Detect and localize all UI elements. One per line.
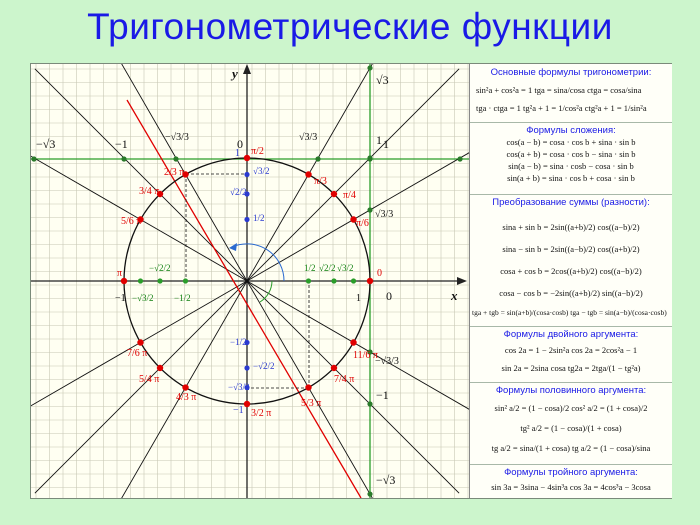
- cosine-value-point: [331, 278, 336, 283]
- cosine-value-point: [157, 278, 162, 283]
- formula-line: sin² a/2 = (1 − cosa)/2 cos² a/2 = (1 + cosa)/2: [494, 403, 648, 413]
- section-addition: [470, 122, 672, 195]
- tan-label-m-sqrt3-3: −√3/3: [375, 356, 399, 367]
- cosine-value-point: [183, 278, 188, 283]
- angle-label: 3/2 π: [251, 408, 272, 419]
- tan-label-m-sqrt3: −√3: [376, 473, 396, 487]
- formula-line: sina − sin b = 2sin((a−b)/2) cos((a+b)/2): [502, 244, 640, 254]
- section-transform: [470, 194, 672, 327]
- formula-line: tga · ctga = 1 tg²a + 1 = 1/cos²a ctg²a + 1 = 1/sin²a: [476, 103, 647, 113]
- cotangent-value-point: [31, 156, 36, 161]
- angle-label: 3/4 π: [139, 186, 160, 197]
- cotangent-value-point: [457, 156, 462, 161]
- formula-line: sin 2a = 2sina cosa tg2a = 2tga/(1 − tg²a): [501, 363, 641, 373]
- formula-line: tga + tgb = sin(a+b)/(cosa·cosb) tga − tgb = sin(a−b)/(cosa·cosb): [472, 308, 667, 317]
- formula-line: cosa − cos b = −2sin((a+b)/2) sin((a−b)/2): [499, 288, 643, 298]
- cotangent-value-point: [367, 156, 372, 161]
- cot-label-m-one: −1: [115, 137, 128, 151]
- labels: [36, 73, 399, 487]
- cos-label-sqrt2-2: √2/2: [319, 263, 336, 273]
- angle-label: π/6: [356, 218, 369, 229]
- sin-label-m-half: −1/2: [230, 337, 247, 347]
- cosine-value-point: [306, 278, 311, 283]
- formula-line: cos(a − b) = cosa · cos b + sina · sin b: [506, 137, 636, 147]
- angle-point: [305, 384, 311, 390]
- section-title: Основные формулы тригонометрии:: [490, 67, 652, 78]
- angle-label: π: [117, 268, 123, 279]
- cos-label-m-one: −1: [115, 293, 126, 304]
- unit-circle-diagram: [31, 64, 469, 498]
- x-axis-label: x: [451, 288, 458, 303]
- angle-label: 0: [377, 268, 382, 279]
- sin-label-m-sqrt2-2: −√2/2: [253, 361, 275, 371]
- angle-label: 4/3 π: [176, 392, 197, 403]
- sine-value-point: [244, 365, 249, 370]
- angle-point: [244, 155, 250, 161]
- formula-line: cos 2a = 1 − 2sin²a cos 2a = 2cos²a − 1: [504, 345, 638, 355]
- sin-label-half: 1/2: [253, 213, 265, 223]
- sine-value-point: [244, 217, 249, 222]
- formula-line: tg a/2 = sina/(1 + cosa) tg a/2 = (1 − cosa)/sina: [491, 443, 651, 453]
- section-triple: [470, 464, 672, 498]
- cotangent-value-point: [121, 156, 126, 161]
- cot-label-sqrt3-3: √3/3: [299, 132, 318, 143]
- formulas-panel: [469, 64, 672, 498]
- tangent-value-point: [367, 491, 372, 496]
- tan-label-sqrt3-3: √3/3: [375, 209, 394, 220]
- angle-point: [331, 191, 337, 197]
- angle-point: [182, 384, 188, 390]
- tan-label-sqrt3: √3: [376, 73, 389, 87]
- sin-label-one: 1: [235, 148, 240, 159]
- cosine-value-point: [138, 278, 143, 283]
- angle-label: 7/6 π: [127, 348, 148, 359]
- formula-line: sin(a − b) = sina · cosb − cosa · sin b: [508, 161, 634, 171]
- sine-value-point: [244, 172, 249, 177]
- content-panel: [30, 63, 672, 499]
- section-title: Формулы сложения:: [526, 125, 616, 136]
- cot-label-zero: 0: [237, 137, 243, 151]
- section-title: Формулы двойного аргумента:: [503, 329, 639, 340]
- cos-label-m-half: −1/2: [174, 293, 191, 303]
- section-title: Преобразование суммы (разности):: [492, 197, 650, 208]
- angle-point: [350, 339, 356, 345]
- tan-label-one: 1: [376, 133, 382, 147]
- angle-label: 2/3 π: [164, 167, 185, 178]
- angle-label: π/2: [251, 146, 264, 157]
- formula-line: sin²a + cos²a = 1 tga = sina/cosa ctga = cosa/sina: [476, 85, 642, 95]
- angle-label: 11/6 π: [353, 350, 378, 361]
- angle-label: π/3: [314, 176, 327, 187]
- angle-label: 5/4 π: [139, 374, 160, 385]
- sin-label-m-one: −1: [233, 405, 244, 416]
- formula-line: cosa + cos b = 2cos((a+b)/2) cos((a−b)/2): [500, 266, 642, 276]
- cot-label-one: 1: [383, 137, 389, 151]
- cosine-value-point: [351, 278, 356, 283]
- section-half: [470, 382, 672, 465]
- formula-line: sin 3a = 3sina − 4sin³a cos 3a = 4cos³a − 3cosa: [491, 482, 651, 492]
- formula-line: cos(a + b) = cosa · cos b − sina · sin b: [506, 149, 636, 159]
- cos-label-half: 1/2: [304, 263, 316, 273]
- cotangent-value-point: [315, 156, 320, 161]
- sin-label-m-sqrt3-2: −√3/2: [228, 382, 250, 392]
- tangent-value-point: [367, 401, 372, 406]
- angle-point: [331, 365, 337, 371]
- cos-label-m-sqrt3-2: −√3/2: [132, 293, 154, 303]
- red-line-pi3: [127, 100, 361, 498]
- origin-label: 0: [386, 289, 392, 303]
- cos-label-m-sqrt2-2: −√2/2: [149, 263, 171, 273]
- angle-point: [244, 401, 250, 407]
- formula-line: tg² a/2 = (1 − cosa)/(1 + cosa): [520, 423, 622, 433]
- tangent-value-point: [367, 65, 372, 70]
- cos-label-sqrt3-2: √3/2: [337, 263, 354, 273]
- angle-point: [367, 278, 373, 284]
- x-axis-arrow-icon: [457, 277, 467, 285]
- section-double: [470, 326, 672, 383]
- angle-label: π/4: [343, 190, 356, 201]
- section-title: Формулы тройного аргумента:: [504, 467, 638, 478]
- cot-label-m-sqrt3: −√3: [36, 137, 56, 151]
- formula-line: sina + sin b = 2sin((a+b)/2) cos((a−b)/2): [502, 222, 640, 232]
- angle-label: 5/3 π: [301, 398, 322, 409]
- angle-point: [137, 339, 143, 345]
- y-axis-label: y: [232, 66, 238, 81]
- cos-label-one: 1: [356, 293, 361, 304]
- angle-label: 7/4 π: [334, 374, 355, 385]
- cot-label-m-sqrt3-3: −√3/3: [165, 132, 189, 143]
- angle-point: [305, 171, 311, 177]
- angle-point: [157, 365, 163, 371]
- cotangent-value-point: [173, 156, 178, 161]
- section-basic: [470, 64, 672, 123]
- sin-label-sqrt2-2: √2/2: [230, 187, 247, 197]
- angle-label: 5/6 π: [121, 216, 142, 227]
- sin-label-sqrt3-2: √3/2: [253, 166, 270, 176]
- section-title: Формулы половинного аргумента:: [495, 385, 647, 396]
- tan-label-m-one: −1: [376, 388, 389, 402]
- formula-line: sin(a + b) = sina · cos b + cosa · sin b: [507, 173, 635, 183]
- tangent-value-point: [367, 207, 372, 212]
- page-title: Тригонометрические функции: [87, 6, 613, 47]
